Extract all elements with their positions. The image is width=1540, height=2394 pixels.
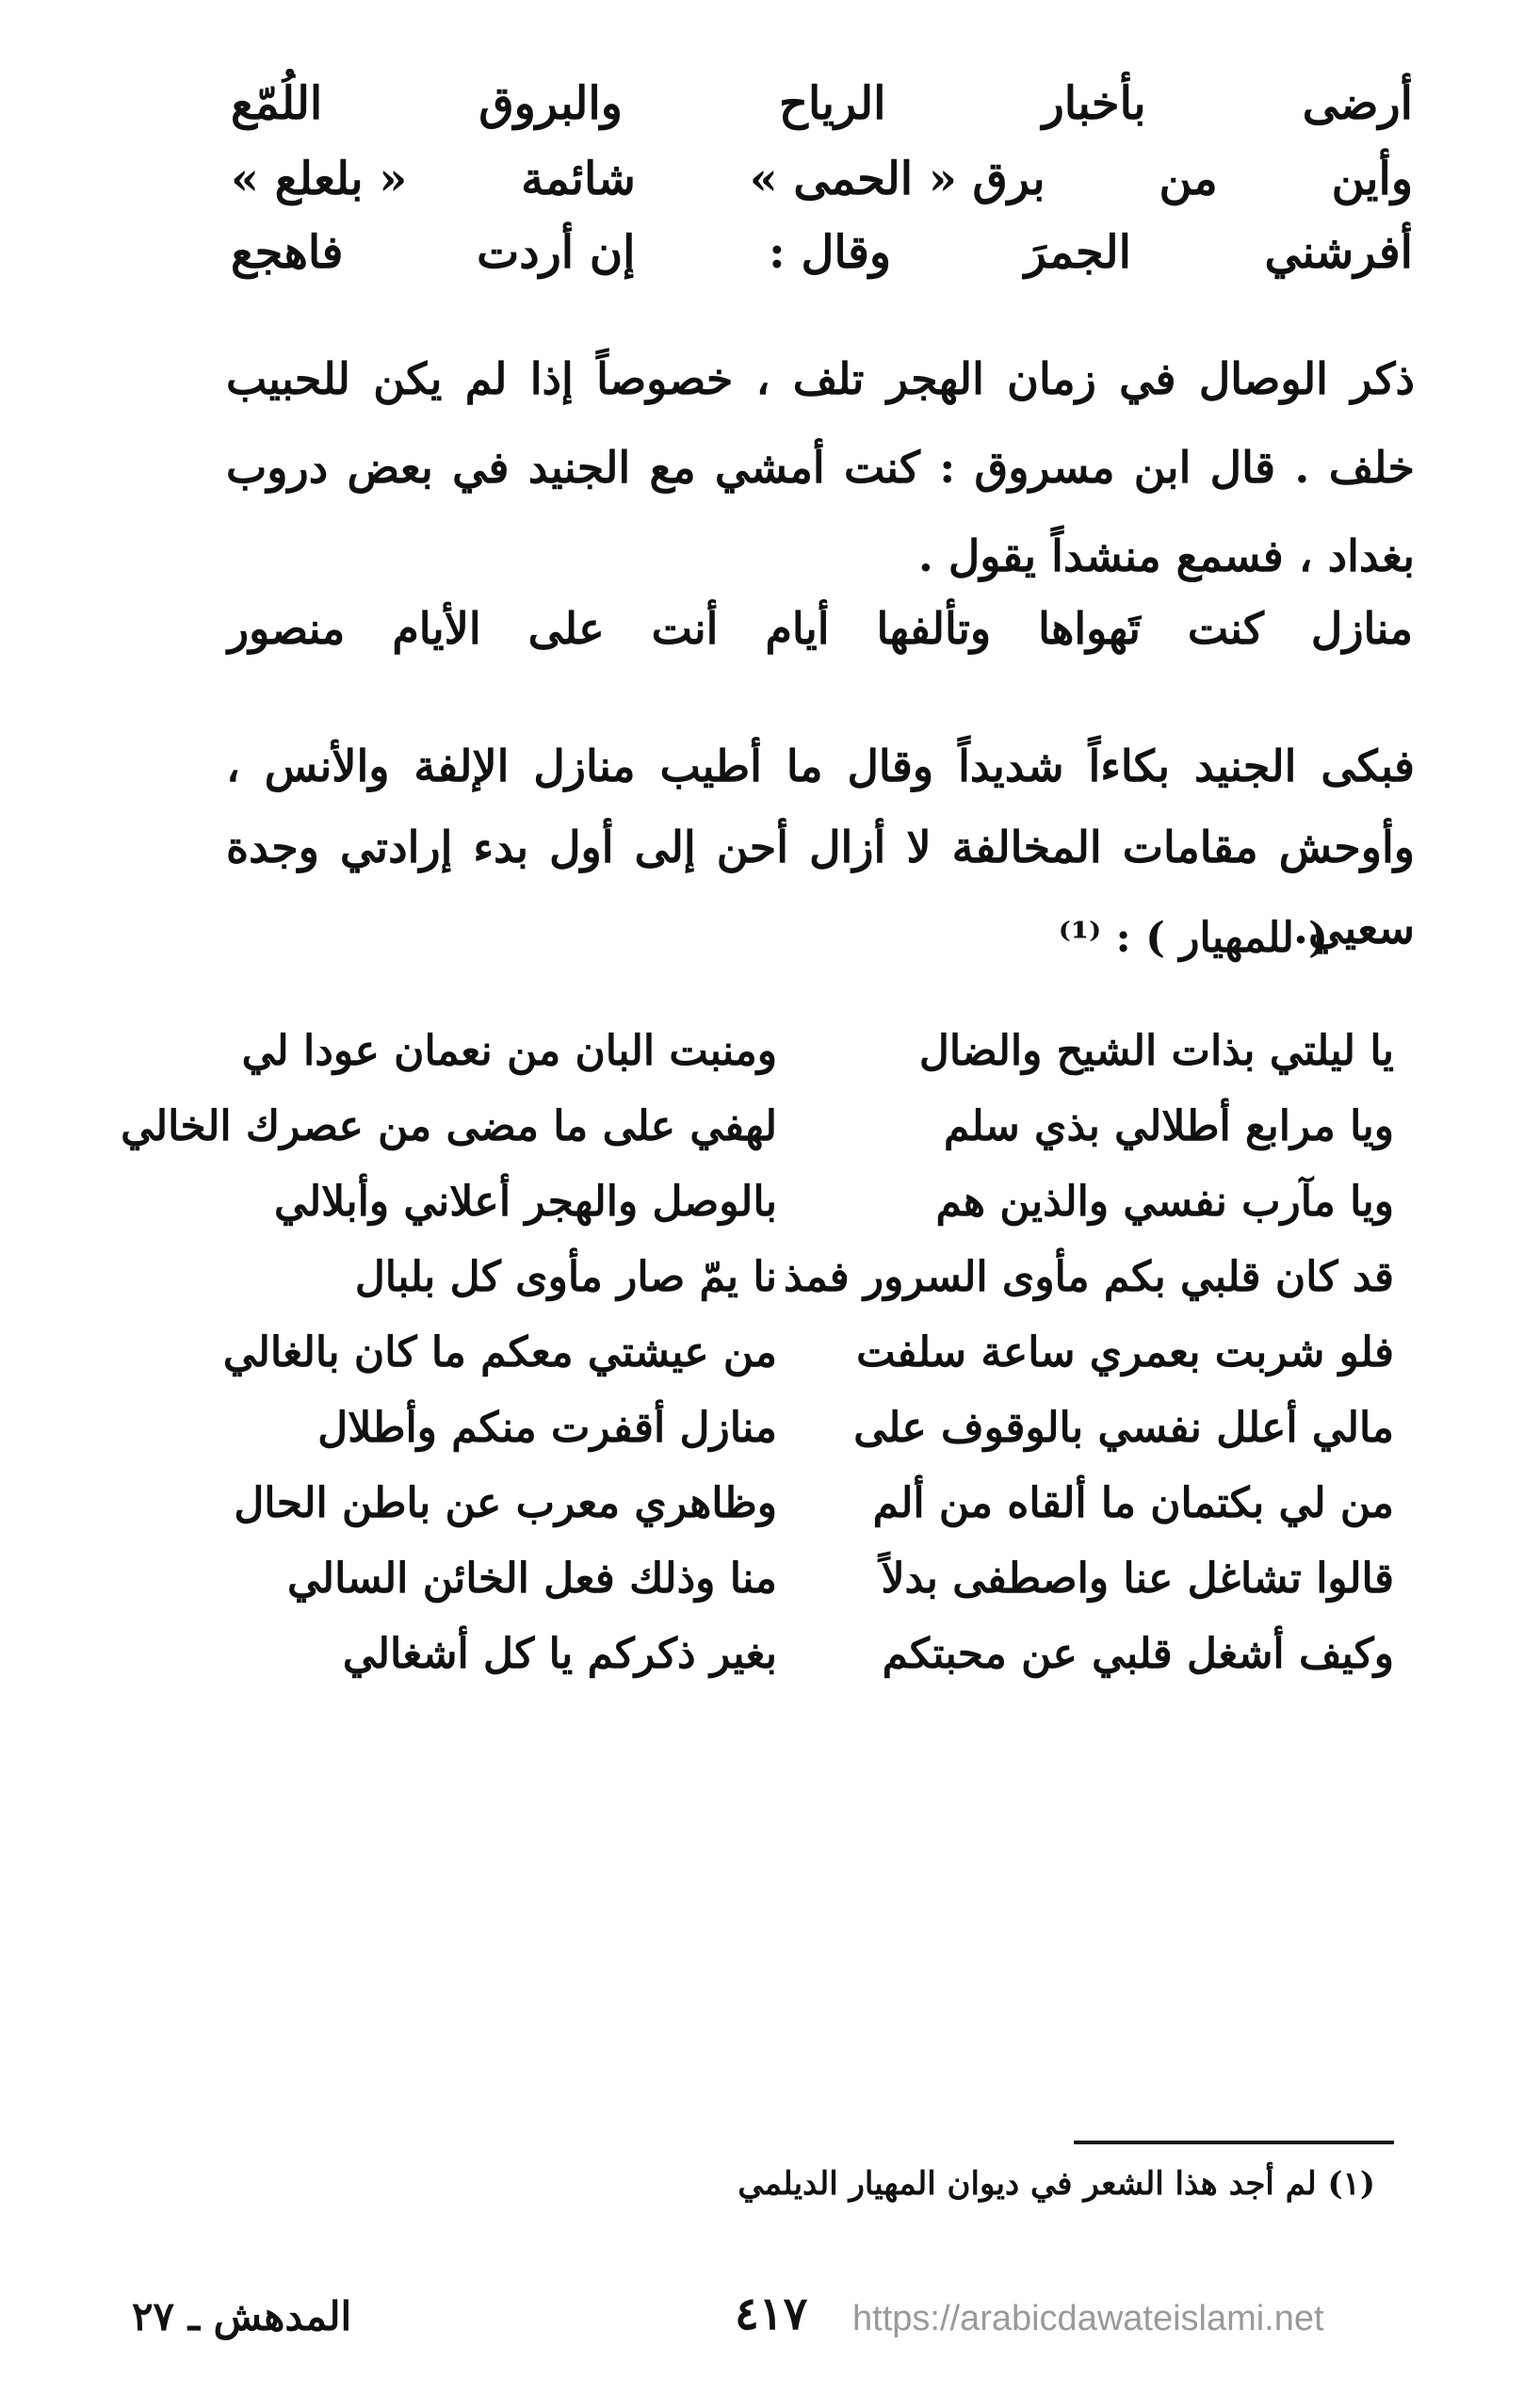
poem-hemistich-left: بالوصل والهجر أعلاني وأبلالي xyxy=(274,1178,777,1226)
poem-hemistich-right: فلو شربت بعمري ساعة سلفت xyxy=(856,1328,1394,1376)
verse-word: أرضى xyxy=(1302,77,1413,130)
poem-hemistich-right: مالي أعلل نفسي بالوقوف على xyxy=(853,1404,1394,1452)
poem-hemistich-left: نا يمّ صار مأوى كل بلبال xyxy=(354,1253,777,1301)
poem-hemistich-right: ويا مآرب نفسي والذين هم xyxy=(935,1178,1394,1226)
poem-hemistich-left: لهفي على ما مضى من عصرك الخالي xyxy=(121,1102,777,1150)
poem-hemistich-right: يا ليلتي بذات الشيح والضال xyxy=(918,1027,1394,1075)
verse-word: إن أردت xyxy=(477,226,636,279)
poem-hemistich-right: قالوا تشاغل عنا واصطفى بدلاً xyxy=(881,1555,1394,1603)
page-number: ٤١٧ xyxy=(735,2288,808,2340)
book-signature: المدهش ـ ٢٧ xyxy=(132,2293,352,2339)
paragraph-2: فبكى الجنيد بكاءاً شديداً وقال ما أطيب منازل الإلفة والأنس ، وأوحش مقامات المخالفة لا أزال أحن إلى أول بدء إرادتي وجدة سعيي. xyxy=(226,741,1415,953)
poem-hemistich-right: ويا مرابع أطلالي بذي سلم xyxy=(944,1102,1394,1150)
verse-word: وأين xyxy=(1331,153,1413,205)
verse-word: برق « الحمى » xyxy=(749,153,1046,205)
paragraph-1: ذكر الوصال في زمان الهجر تلف ، خصوصاً إذا لم يكن للحبيب خلف . قال ابن مسروق : كنت أمشي مع الجنيد في بعض دروب بغداد ، فسمع منشداً يقول . xyxy=(226,353,1415,581)
verse-word: الجمرَ xyxy=(1024,226,1131,279)
verse-word: من xyxy=(1159,153,1218,205)
verse-word: الرياح xyxy=(779,77,886,130)
poem-hemistich-left: منا وذلك فعل الخائن السالي xyxy=(287,1555,777,1603)
verse-word: شائمة xyxy=(521,153,636,205)
poem-hemistich-left: بغير ذكركم يا كل أشغالي xyxy=(342,1630,777,1678)
verse-word: بأخبار xyxy=(1042,77,1146,130)
verse-word: اللُمّع xyxy=(231,77,323,130)
opening-verse-2 xyxy=(231,141,1413,217)
poem-hemistich-right: قد كان قلبي بكم مأوى السرور فمذ xyxy=(784,1253,1394,1301)
verse-word: وقال : xyxy=(769,226,892,279)
poem-hemistich-left: ومنبت البان من نعمان عودا لي xyxy=(241,1027,777,1075)
opening-verse-3 xyxy=(231,215,1413,290)
poem-attribution: ( للمهيار ) : ⁽¹⁾ xyxy=(1058,914,1328,962)
opening-verse-1 xyxy=(231,66,1413,141)
poem-hemistich-left: وظاهري معرب عن باطن الحال xyxy=(234,1479,777,1527)
poem-hemistich-right: من لي بكتمان ما ألقاه من ألم xyxy=(872,1479,1394,1527)
poem-hemistich-left: منازل أقفرت منكم وأطلال xyxy=(317,1404,777,1452)
verse-word: أفرشني xyxy=(1264,226,1413,279)
watermark-url: https://arabicdawateislami.net xyxy=(852,2299,1324,2338)
quoted-verse: منازل كنت تَهواها وتألفها أيام أنت على الأيام منصور xyxy=(227,603,1414,654)
verse-word: والبروق xyxy=(478,77,623,130)
footnote: (١) لم أجد هذا الشعر في ديوان المهيار الديلمي xyxy=(738,2165,1375,2203)
footnote-divider xyxy=(1074,2141,1394,2144)
poem-hemistich-right: وكيف أشغل قلبي عن محبتكم xyxy=(882,1630,1394,1678)
verse-word: « بلعلع » xyxy=(231,153,408,205)
poem-hemistich-left: من عيشتي معكم ما كان بالغالي xyxy=(222,1328,777,1376)
verse-word: فاهجع xyxy=(231,226,344,279)
